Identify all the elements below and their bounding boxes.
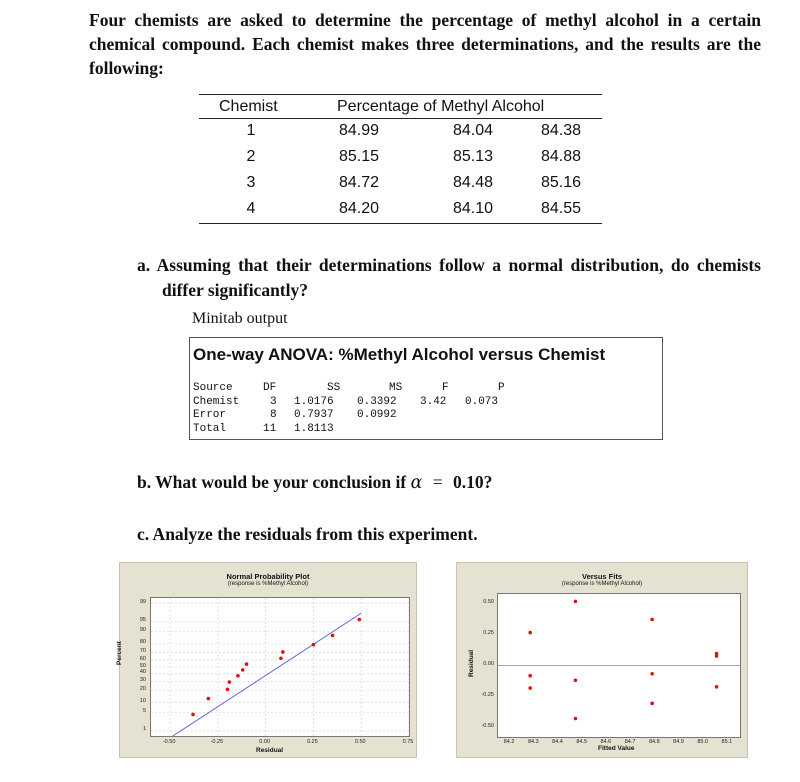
table-bottom-rule [199,223,602,224]
x-tick-label: 0.75 [402,739,414,745]
x-tick-label: 84.3 [527,739,539,745]
anova-cell: 8 [270,409,277,421]
anova-cell: 1.0176 [294,396,334,408]
cell-chemist: 3 [246,174,256,191]
y-tick-label: 80 [139,639,146,646]
normal-probability-plot [116,562,417,758]
question-a [137,253,761,303]
normal-plot-area [150,597,410,737]
y-tick-label: 95 [139,617,146,624]
y-tick-label: 20 [139,685,146,692]
x-tick-label: 84.8 [648,739,660,745]
cell-value: 85.16 [540,174,582,191]
cell-value: 84.88 [540,148,582,165]
data-point [650,672,654,676]
y-tick-label: 99 [139,598,146,605]
data-point [241,668,245,672]
question-b [137,472,492,493]
data-point [528,674,532,678]
y-tick-label: 5 [142,707,146,714]
x-tick-label: 0.25 [307,739,318,745]
x-tick-label: 0.50 [354,739,366,745]
x-tick-label: 84.6 [600,739,612,745]
y-tick-label: 0.50 [483,599,494,606]
anova-cell: 0.3392 [357,396,397,408]
data-point [191,713,195,717]
anova-header: Source [193,382,233,394]
anova-cell: 0.0992 [357,409,397,421]
y-tick-label: 1 [142,726,146,733]
data-point [279,656,283,660]
data-point [226,688,230,692]
y-tick-label: 30 [139,676,146,683]
anova-cell: 11 [263,423,277,435]
y-tick-label: 0.25 [483,630,494,637]
table-header-rule [199,118,602,119]
anova-cell: 1.8113 [294,423,334,435]
data-point [207,697,211,701]
table-top-rule [199,94,602,95]
normal-plot-svg [151,598,409,736]
fits-plot-svg [498,594,740,737]
anova-header: F [442,382,449,394]
data-point [245,662,249,666]
question-b-text: b. What would be your conclusion if [137,472,407,492]
cell-value: 84.55 [540,200,582,217]
problem-intro: Four chemists are asked to determine the percentage of methyl alcohol in a certain chemical compound. Each chemist makes three determinations, and the results are the following: [89,10,761,78]
data-point [528,686,532,690]
x-tick-label: 84.5 [576,739,588,745]
x-tick-label: -0.25 [210,739,224,745]
alpha-value: 0.10? [453,472,493,492]
data-point [312,643,316,647]
anova-cell: 0.7937 [294,409,334,421]
cell-chemist: 4 [246,200,256,217]
data-point [281,650,285,654]
x-tick-label: -0.50 [162,739,176,745]
anova-cell: Chemist [193,396,240,408]
x-tick-label: 84.9 [673,739,684,745]
data-point [228,680,232,684]
fits-plot-area [497,593,741,738]
x-tick-label: 84.7 [624,739,636,745]
cell-value: 84.20 [338,200,380,217]
question-a-text: a. Assuming that their determinations follow a normal distribution, do chemists differ significantly? [137,255,761,300]
cell-value: 84.99 [338,122,380,139]
data-point [574,717,578,721]
y-tick-label: 60 [139,655,146,662]
normal-plot-xlabel: Residual [256,747,284,754]
anova-cell: Total [193,423,227,435]
data-point [528,631,532,635]
y-tick-label: 40 [139,669,146,676]
versus-fits-plot [456,562,748,758]
anova-header: DF [263,382,277,394]
cell-value: 84.04 [452,122,494,139]
normal-plot-subtitle: (response is %Methyl Alcohol) [227,581,309,587]
data-point [650,702,654,706]
y-tick-label: 0.00 [483,661,494,667]
data-point [715,685,719,689]
cell-value: 84.72 [338,174,380,191]
cell-chemist: 1 [246,122,256,139]
anova-cell: 3 [270,396,277,408]
x-tick-label: 0.00 [259,739,271,745]
anova-cell: 3.42 [420,396,447,408]
normal-plot-title: Normal Probability Plot [226,572,310,581]
data-point [574,600,578,604]
normal-plot-ylabel: Percent [116,641,123,665]
x-tick-label: 85.1 [721,739,733,745]
alpha-symbol: α [410,473,423,493]
x-tick-label: 85.0 [697,739,709,745]
anova-header: P [498,382,505,394]
y-tick-label: -0.50 [481,722,494,729]
header-percentage: Percentage of Methyl Alcohol [337,98,545,115]
cell-chemist: 2 [246,148,256,165]
y-tick-label: 90 [139,627,146,634]
cell-value: 84.48 [452,174,494,191]
x-tick-label: 84.4 [552,739,563,745]
data-point [574,678,578,682]
data-point [236,674,240,678]
fits-plot-subtitle: (response is %Methyl Alcohol) [561,581,643,587]
cell-value: 84.38 [540,122,582,139]
y-tick-label: 50 [139,662,146,669]
data-point [358,618,362,622]
data-point [331,634,335,638]
cell-value: 85.15 [338,148,380,165]
header-chemist: Chemist [219,98,278,115]
anova-title: One-way ANOVA: %Methyl Alcohol versus Chemist [193,345,606,364]
cell-value: 84.10 [452,200,494,217]
y-tick-label: 10 [139,697,146,704]
anova-cell: 0.073 [465,396,499,408]
fits-plot-xlabel: Fitted Value [598,745,635,752]
anova-cell: Error [193,409,227,421]
question-c: c. Analyze the residuals from this experiment. [137,524,478,544]
equals-sign: = [432,472,443,492]
fits-plot-ylabel: Residual [468,649,475,677]
fits-plot-title: Versus Fits [581,572,623,581]
y-tick-label: 70 [139,648,146,655]
x-tick-label: 84.2 [503,739,515,745]
anova-header: MS [389,382,403,394]
cell-value: 85.13 [452,148,494,165]
minitab-label: Minitab output [192,310,288,327]
y-tick-label: -0.25 [481,691,494,698]
data-point [715,654,719,658]
anova-header: SS [327,382,341,394]
data-point [650,618,654,622]
